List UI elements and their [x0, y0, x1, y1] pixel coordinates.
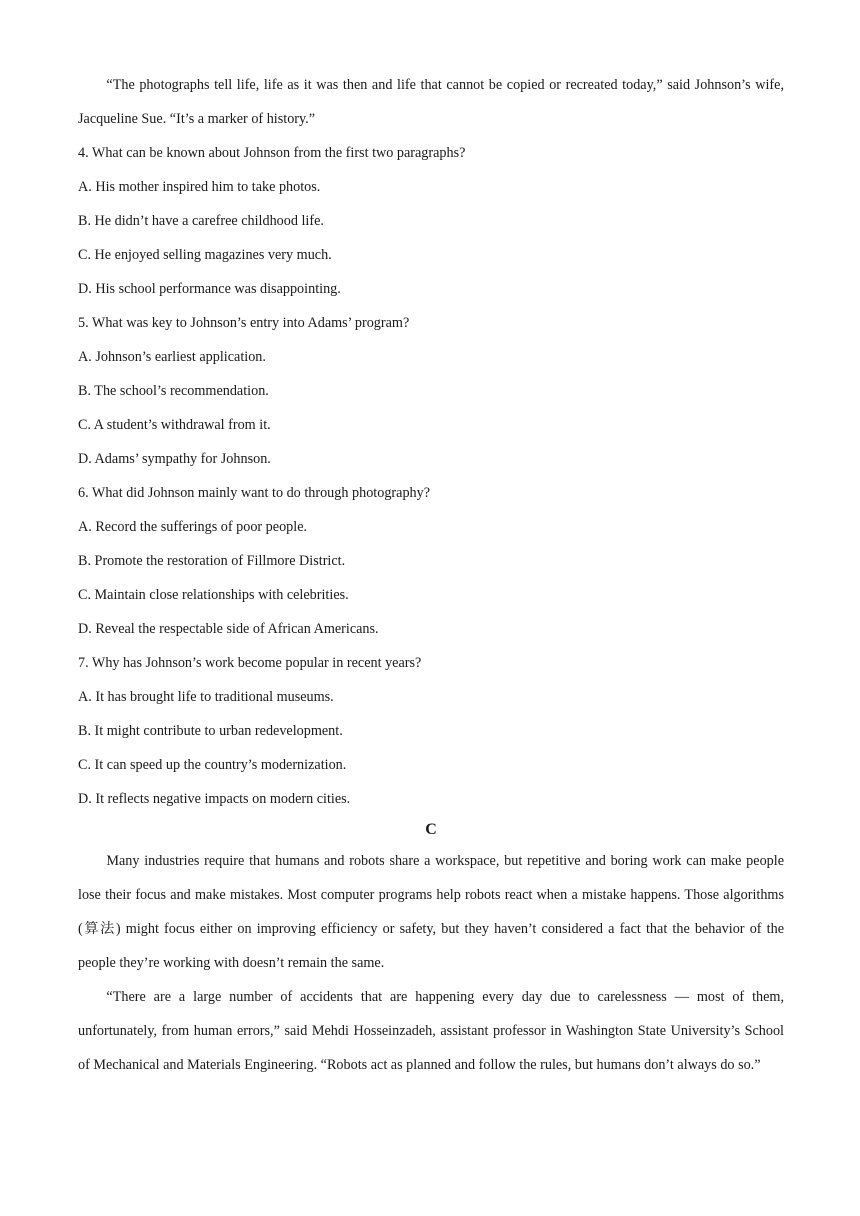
option-c: C. It can speed up the country’s modernization. [78, 757, 347, 773]
option-d: D. Reveal the respectable side of African Americans. [78, 621, 379, 637]
question-4 [78, 136, 784, 306]
question-stem: 4. What can be known about Johnson from the first two paragraphs? [78, 145, 466, 161]
option-b: B. Promote the restoration of Fillmore District. [78, 553, 346, 569]
option-a: A. Johnson’s earliest application. [78, 349, 266, 365]
option-c: C. A student’s withdrawal from it. [78, 417, 271, 433]
question-stem: 5. What was key to Johnson’s entry into Adams’ program? [78, 315, 410, 331]
question-5 [78, 306, 784, 476]
option-d: D. His school performance was disappointing. [78, 281, 341, 297]
quote-paragraph: “The photographs tell life, life as it was then and life that cannot be copied or recreated today,” said Johnson’s wife, Jacqueline Sue. “It’s a marker of history.” [78, 77, 784, 127]
option-d: D. Adams’ sympathy for Johnson. [78, 451, 271, 467]
question-6 [78, 476, 784, 646]
question-stem: 7. Why has Johnson’s work become popular in recent years? [78, 655, 422, 671]
option-b: B. The school’s recommendation. [78, 383, 269, 399]
option-a: A. It has brought life to traditional museums. [78, 689, 334, 705]
question-stem: 6. What did Johnson mainly want to do through photography? [78, 485, 431, 501]
option-c: C. He enjoyed selling magazines very much. [78, 247, 332, 263]
option-b: B. It might contribute to urban redevelopment. [78, 723, 343, 739]
option-a: A. Record the sufferings of poor people. [78, 519, 308, 535]
option-a: A. His mother inspired him to take photos. [78, 179, 321, 195]
option-d: D. It reflects negative impacts on modern cities. [78, 791, 351, 807]
question-7 [78, 646, 784, 816]
option-b: B. He didn’t have a carefree childhood life. [78, 213, 324, 229]
passage-paragraph: Many industries require that humans and robots share a workspace, but repetitive and boring work can make people lose their focus and make mistakes. Most computer programs help robots react when a mistake happens. Those algorithms (算法) might focus either on improving efficiency or safety, but they haven’t considered a fact that the behavior of the people they’re working with doesn’t remain the same. [78, 853, 784, 971]
section-title: C [425, 821, 437, 838]
document-page [78, 68, 784, 1082]
passage-paragraph: “There are a large number of accidents that are happening every day due to carelessness — most of them, unfortunately, from human errors,” said Mehdi Hosseinzadeh, assistant professor in Washington State University’s School of Mechanical and Materials Engineering. “Robots act as planned and follow the rules, but humans don’t always do so.” [78, 989, 784, 1073]
option-c: C. Maintain close relationships with celebrities. [78, 587, 349, 603]
